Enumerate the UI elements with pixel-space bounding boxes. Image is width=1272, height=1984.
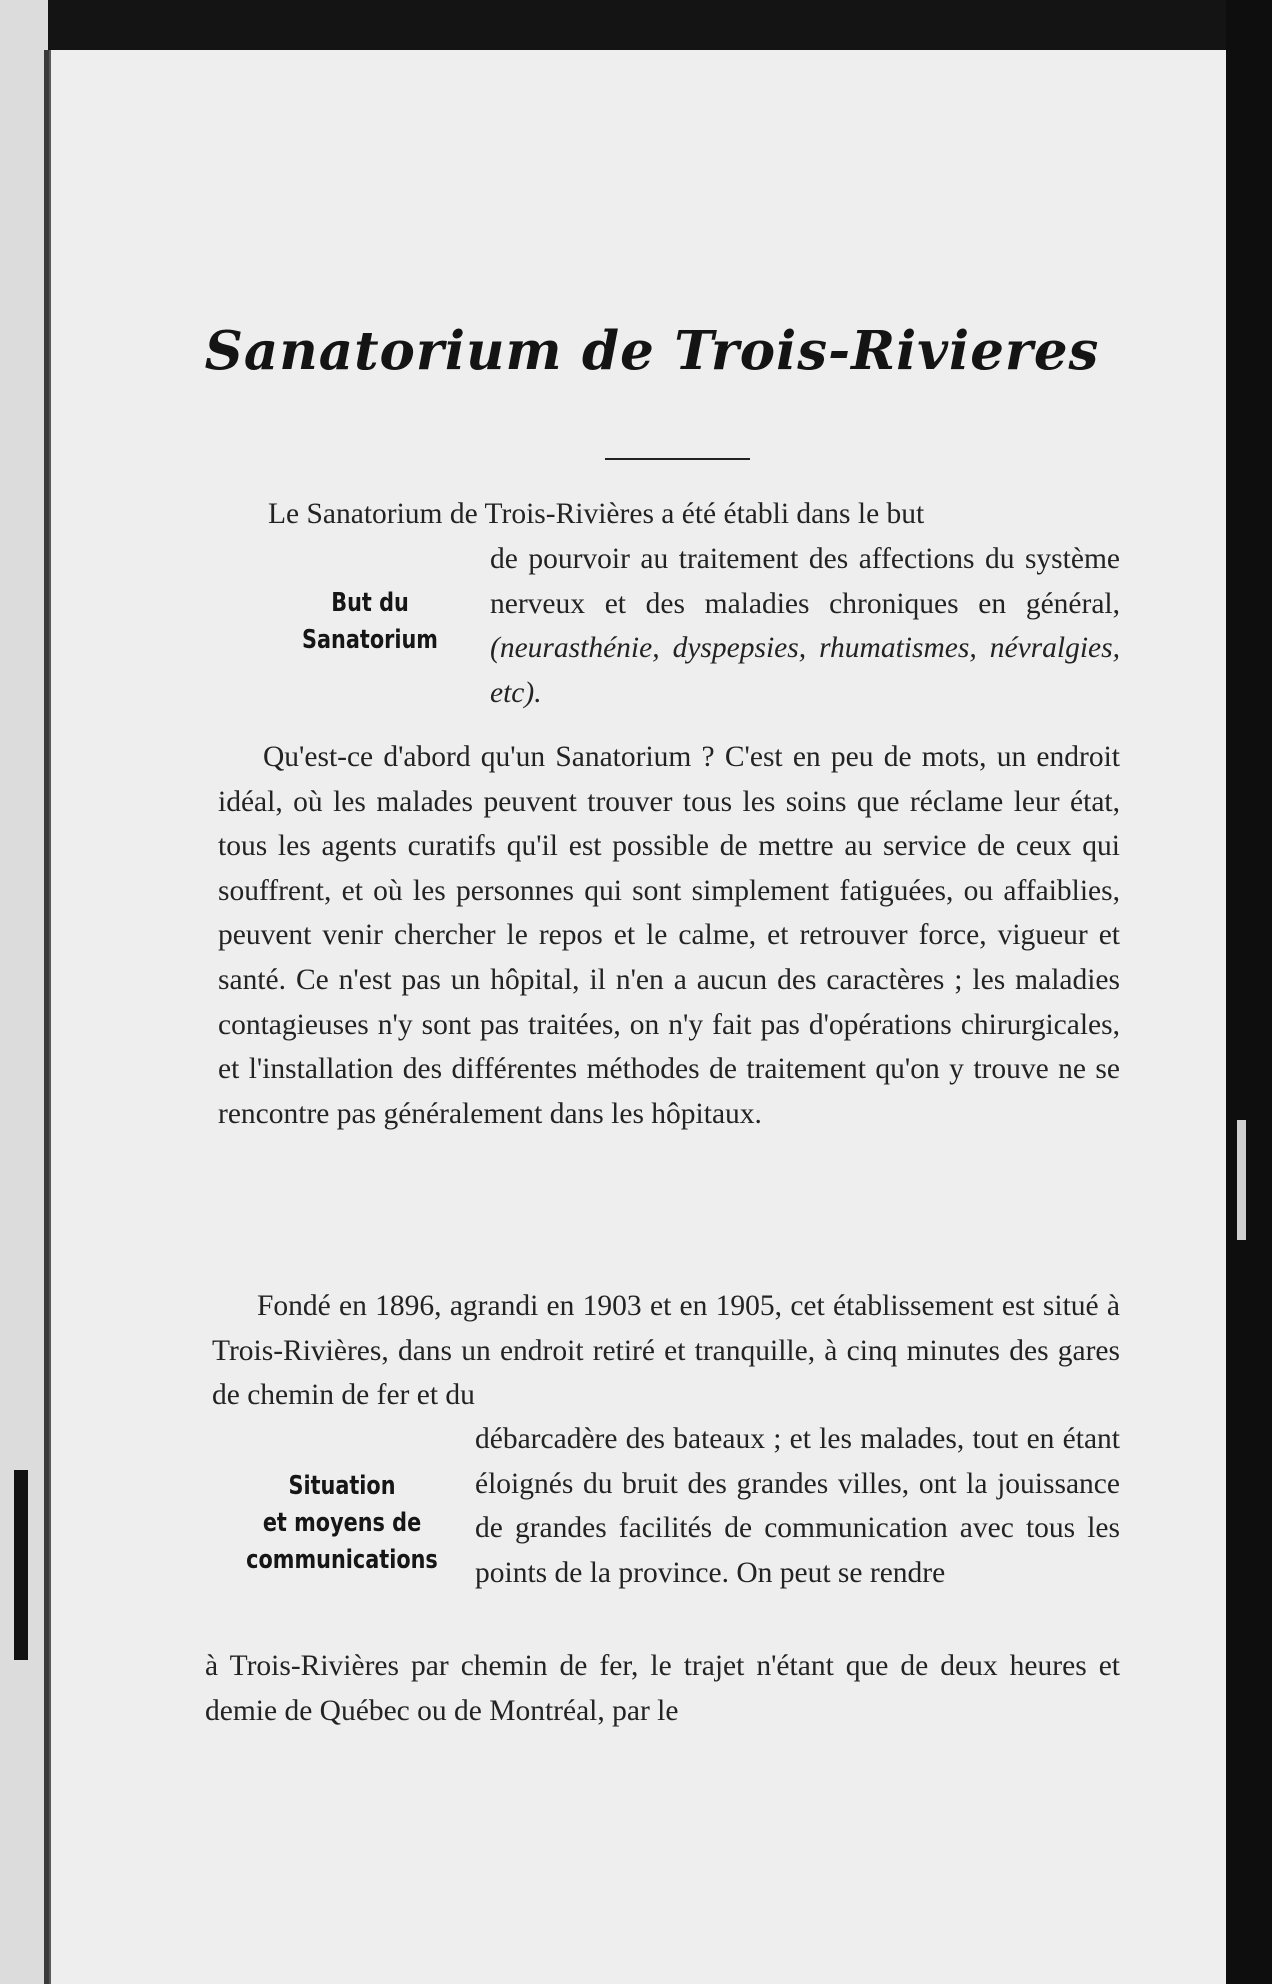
para3-top: Fondé en 1896, agrandi en 1903 et en 1905, cet établissement est situé à Trois-Rivières, dans un endroit retiré et tranquille, à cinq minutes des gares de chemin de fer et du (212, 1290, 1120, 1412)
left-page-edge (0, 0, 48, 1984)
para1-italic: (neurasthénie, dyspepsies, rhumatismes, névralgies, etc). (490, 632, 1120, 709)
para1-first-line: Le Sanatorium de Trois-Rivières a été établi dans le but (268, 498, 925, 530)
right-scan-border (1226, 0, 1272, 1984)
page-title: Sanatorium de Trois-Rivieres (204, 320, 1100, 382)
binding-mark (14, 1470, 28, 1660)
para1-wrapped (490, 537, 1120, 715)
sidenote-situation: Situation et moyens de communications (246, 1471, 438, 1575)
para3-bottom: à Trois-Rivières par chemin de fer, le trajet n'étant que de deux heures et demie de Québec ou de Montréal, par le (205, 1650, 1120, 1727)
right-edge-mark (1237, 1120, 1246, 1240)
sidenote-but: But du Sanatorium (302, 588, 438, 655)
para3-wrapped: débarcadère des bateaux ; et les malades, tout en étant éloignés du bruit des grandes villes, ont la jouissance de grandes facilités de communication avec tous les points de la province. On peut se rendre (475, 1423, 1120, 1589)
title-rule (605, 458, 750, 460)
para1-text: de pourvoir au traitement des affections du système nerveux et des maladies chroniques en général, (490, 543, 1120, 620)
para2: Qu'est-ce d'abord qu'un Sanatorium ? C'est en peu de mots, un endroit idéal, où les malades peuvent trouver tous les soins que réclame leur état, tous les agents curatifs qu'il est possible de mettre au service de ceux qui souffrent, et où les personnes qui sont simplement fatiguées, ou affaiblies, peuvent venir chercher le repos et le calme, et retrouver force, vigueur et santé. Ce n'est pas un hôpital, il n'en a aucun des caractères ; les maladies contagieuses n'y sont pas traitées, on n'y fait pas d'opérations chirurgicales, et l'installation des différentes méthodes de traitement qu'on y trouve ne se rencontre pas généralement dans les hôpitaux. (218, 741, 1120, 1130)
